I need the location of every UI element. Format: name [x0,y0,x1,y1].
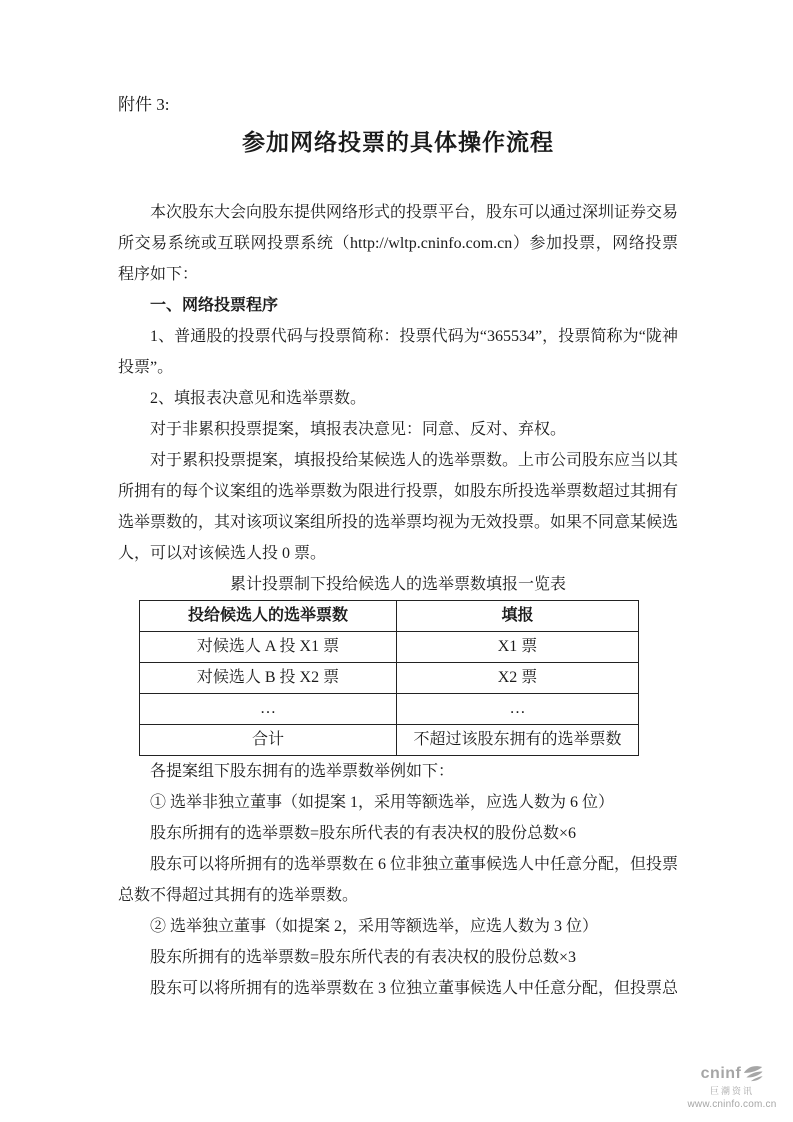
document-content [118,95,678,1004]
paragraph-examples-intro: 各提案组下股东拥有的选举票数举例如下： [150,763,455,780]
paragraph-example1-formula: 股东所拥有的选举票数=股东所代表的有表决权的股份总数×6 [150,825,577,842]
paragraph-cumulative: 对于累积投票提案，填报投给某候选人的选举票数。上市公司股东应当以其所拥有的每个议案组的选举票数为限进行投票，如股东所投选举票数超过其拥有选举票数的，其对该项议案组所投的选举票均视为无效投票。如果不同意某候选人，可以对该候选人投 0 票。 [118,452,679,562]
table-caption: 累计投票制下投给候选人的选举票数填报一览表 [229,576,566,593]
paragraph-intro: 本次股东大会向股东提供网络形式的投票平台，股东可以通过深圳证券交易所交易系统或互联网投票系统（http://wltp.cninfo.com.cn）参加投票，网络投票程序如下： [118,204,679,283]
attachment-label: 附件 3: [118,95,170,114]
cumulative-vote-table [139,600,639,756]
table-row [140,663,639,694]
table-header-fill: 填报 [396,601,638,632]
table-cell: … [396,694,638,725]
cninfo-swirl-icon [743,1062,763,1087]
paragraph-example1-note: 股东可以将所拥有的选举票数在 6 位非独立董事候选人中任意分配，但投票总数不得超过其拥有的选举票数。 [118,856,679,904]
table-row [140,725,639,756]
table-cell: X2 票 [396,663,638,694]
cninfo-logo [677,1062,787,1110]
table-cell: 对候选人 A 投 X1 票 [140,632,397,663]
section-heading-voting-procedure: 一、网络投票程序 [150,297,279,314]
paragraph-example1-title: ① 选举非独立董事（如提案 1，采用等额选举，应选人数为 6 位） [150,794,615,811]
table-cell: 不超过该股东拥有的选举票数 [396,725,638,756]
table-header-row [140,601,639,632]
cninfo-logo-url: www.cninfo.com.cn [687,1099,777,1110]
table-row [140,694,639,725]
table-header-votes: 投给候选人的选举票数 [140,601,397,632]
paragraph-fill-opinion: 2、填报表决意见和选举票数。 [150,390,367,407]
document-body [118,197,678,1004]
cninfo-logo-text: cninf [700,1065,742,1083]
table-cell: X1 票 [396,632,638,663]
cninfo-logo-subtext: 巨潮资讯 [709,1086,754,1097]
table-cell: 对候选人 B 投 X2 票 [140,663,397,694]
page-title: 参加网络投票的具体操作流程 [242,129,554,155]
table-cell: 合计 [140,725,397,756]
table-row [140,632,639,663]
paragraph-non-cumulative: 对于非累积投票提案，填报表决意见：同意、反对、弃权。 [150,421,567,438]
paragraph-vote-code: 1、普通股的投票代码与投票简称：投票代码为“365534”，投票简称为“陇神投票”。 [118,328,678,376]
paragraph-example2-title: ② 选举独立董事（如提案 2，采用等额选举，应选人数为 3 位） [150,918,599,935]
table-cell: … [140,694,397,725]
paragraph-example2-note: 股东可以将所拥有的选举票数在 3 位独立董事候选人中任意分配，但投票总 [150,980,679,997]
paragraph-example2-formula: 股东所拥有的选举票数=股东所代表的有表决权的股份总数×3 [150,949,577,966]
